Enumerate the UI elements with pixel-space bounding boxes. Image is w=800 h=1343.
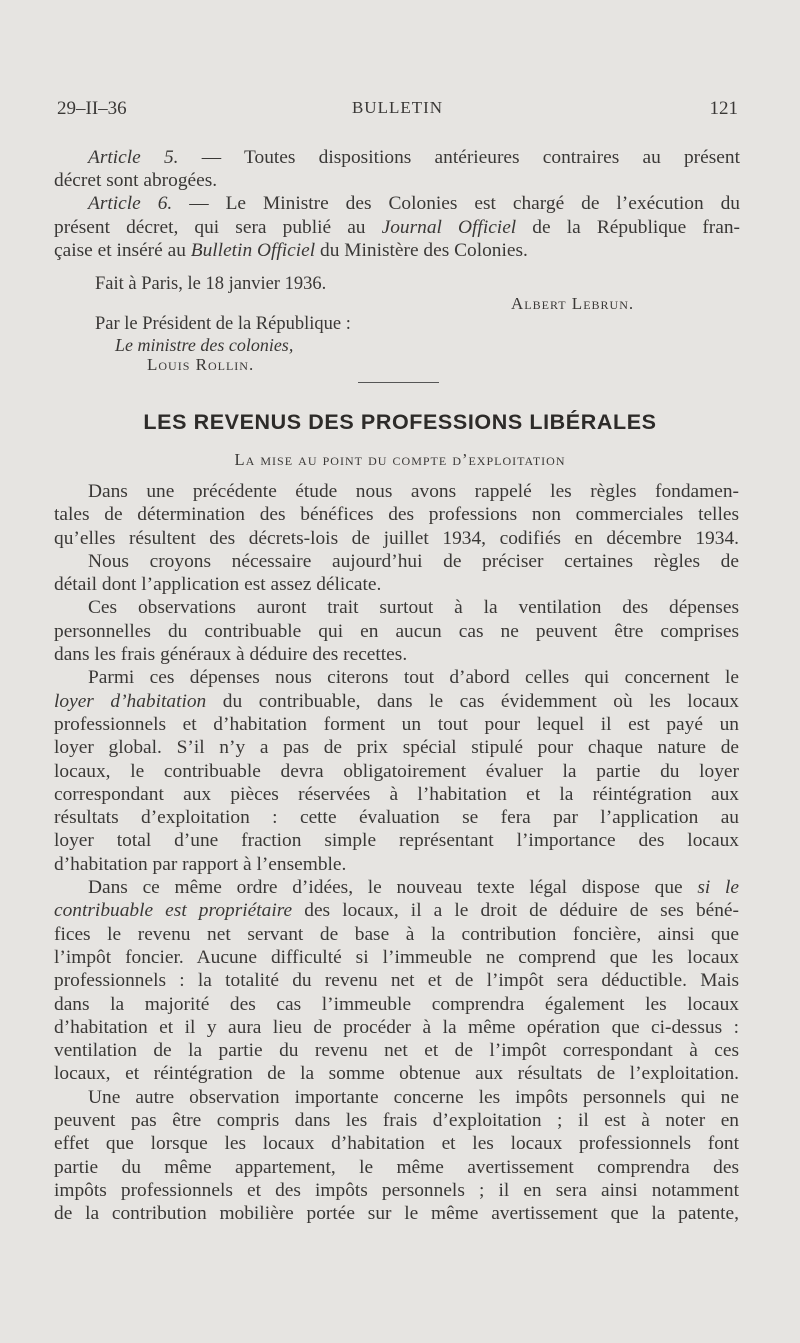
- contribuable-proprietaire: contribuable est propriétaire: [54, 900, 293, 922]
- minister-title: Le ministre des colonies,: [115, 335, 294, 355]
- p5-line: dans la majorité des cas l’immeuble comprendra également les locaux: [54, 993, 739, 1015]
- p5-line: professionnels : la totalité du revenu net et de l’impôt sera déductible. Mais: [54, 970, 739, 992]
- p3-line: personnelles du contribuable qui en aucun cas ne peuvent être comprises: [54, 620, 739, 642]
- p4-line: Parmi ces dépenses nous citerons tout d’abord celles qui concernent le: [88, 667, 739, 689]
- p2-line: détail dont l’application est assez délicate.: [54, 574, 382, 596]
- p4-line: locaux, le contribuable devra obligatoirement évaluer la partie du loyer: [54, 760, 739, 782]
- p4-line: loyer d’habitation du contribuable, dans le cas évidemment où les locaux: [54, 690, 739, 712]
- p4-line: loyer global. S’il n’y a pas de prix spécial stipulé pour chaque nature de: [54, 737, 739, 759]
- p5-line: contribuable est propriétaire des locaux, il a le droit de déduire de ses béné-: [54, 900, 739, 922]
- p4-line: correspondant aux pièces réservées à l’habitation et la réintégration aux: [54, 783, 739, 805]
- article-5-label: Article 5.: [88, 147, 179, 168]
- p5-line: d’habitation et il y aura lieu de procéder à la même opération que ci-dessus :: [54, 1016, 739, 1038]
- p5-line: Dans ce même ordre d’idées, le nouveau texte légal dispose que si le: [88, 877, 739, 899]
- p6-line: de la contribution mobilière portée sur le même avertissement que la patente,: [54, 1203, 739, 1225]
- p4-line: loyer total d’une fraction simple représentant l’importance des locaux: [54, 830, 739, 852]
- p5-line: l’impôt foncier. Aucune difficulté si l’immeuble ne comprend que les locaux: [54, 946, 739, 968]
- p5-line: fices le revenu net servant de base à la contribution foncière, ainsi que: [54, 923, 739, 945]
- article-body: [54, 480, 739, 1226]
- p4-line: professionnels et d’habitation forment un tout pour lequel il est payé un: [54, 713, 739, 735]
- header-title: BULLETIN: [351, 98, 444, 117]
- par-le-president: Par le Président de la République :: [95, 314, 351, 334]
- p4-line: d’habitation par rapport à l’ensemble.: [54, 853, 347, 875]
- p4-line: résultats d’exploitation : cette évaluation se fera par l’application au: [54, 807, 739, 829]
- article-6-line-3: çaise et inséré au Bulletin Officiel du Ministère des Colonies.: [54, 239, 528, 261]
- p1-line: Dans une précédente étude nous avons rappelé les règles fondamen-: [88, 481, 739, 502]
- p5-line: locaux, et réintégration de la somme obtenue aux résultats de l’exploitation.: [54, 1063, 739, 1085]
- p5-line: ventilation de la partie du revenu net et de l’impôt correspondant à ces: [54, 1040, 739, 1062]
- bulletin-officiel: Bulletin Officiel: [190, 239, 316, 261]
- section-title: LES REVENUS DES PROFESSIONS LIBÉRALES: [143, 410, 657, 434]
- p2-line: Nous croyons nécessaire aujourd’hui de préciser certaines règles de: [88, 550, 739, 572]
- running-header: [57, 98, 738, 124]
- loyer-habitation: loyer d’habitation: [54, 690, 207, 712]
- p6-line: peuvent pas être compris dans les frais d’exploitation ; il est à noter en: [54, 1110, 739, 1132]
- president-signature: Albert Lebrun.: [511, 294, 635, 313]
- article-5-line-1: Article 5. — Toutes dispositions antérieures contraires au présent: [88, 147, 740, 168]
- p6-line: impôts professionnels et des impôts personnels ; il en sera ainsi notamment: [54, 1179, 739, 1201]
- articles-block: [54, 146, 740, 262]
- page-number: 121: [709, 98, 738, 119]
- section-subtitle: La mise au point du compte d’exploitation: [234, 450, 566, 469]
- article-6-line-1: Article 6. — Le Ministre des Colonies est chargé de l’exécution du: [88, 193, 740, 215]
- article-5-line-2: décret sont abrogées.: [54, 170, 218, 192]
- fait-a-paris: Fait à Paris, le 18 janvier 1936.: [95, 274, 327, 294]
- p1-line: tales de détermination des bénéfices des professions non commerciales telles: [54, 504, 739, 526]
- minister-signature: Louis Rollin.: [147, 355, 255, 374]
- p6-line: partie du même appartement, le même avertissement comprendra des: [54, 1156, 739, 1178]
- article-6-label: Article 6.: [88, 193, 173, 215]
- p3-line: dans les frais généraux à déduire des recettes.: [54, 644, 408, 666]
- p6-line: Une autre observation importante concerne les impôts personnels qui ne: [88, 1086, 739, 1108]
- journal-officiel: Journal Officiel: [381, 216, 517, 238]
- p1-line: qu’elles résultent des décrets-lois de juillet 1934, codifiés en décembre 1934.: [54, 527, 739, 549]
- p6-line: effet que lorsque les locaux d’habitation et les locaux professionnels font: [54, 1133, 739, 1155]
- section-divider: [358, 382, 439, 383]
- header-date: 29–II–36: [57, 98, 127, 119]
- p3-line: Ces observations auront trait surtout à la ventilation des dépenses: [88, 597, 739, 619]
- article-6-line-2: présent décret, qui sera publié au Journal Officiel de la République fran-: [54, 216, 740, 238]
